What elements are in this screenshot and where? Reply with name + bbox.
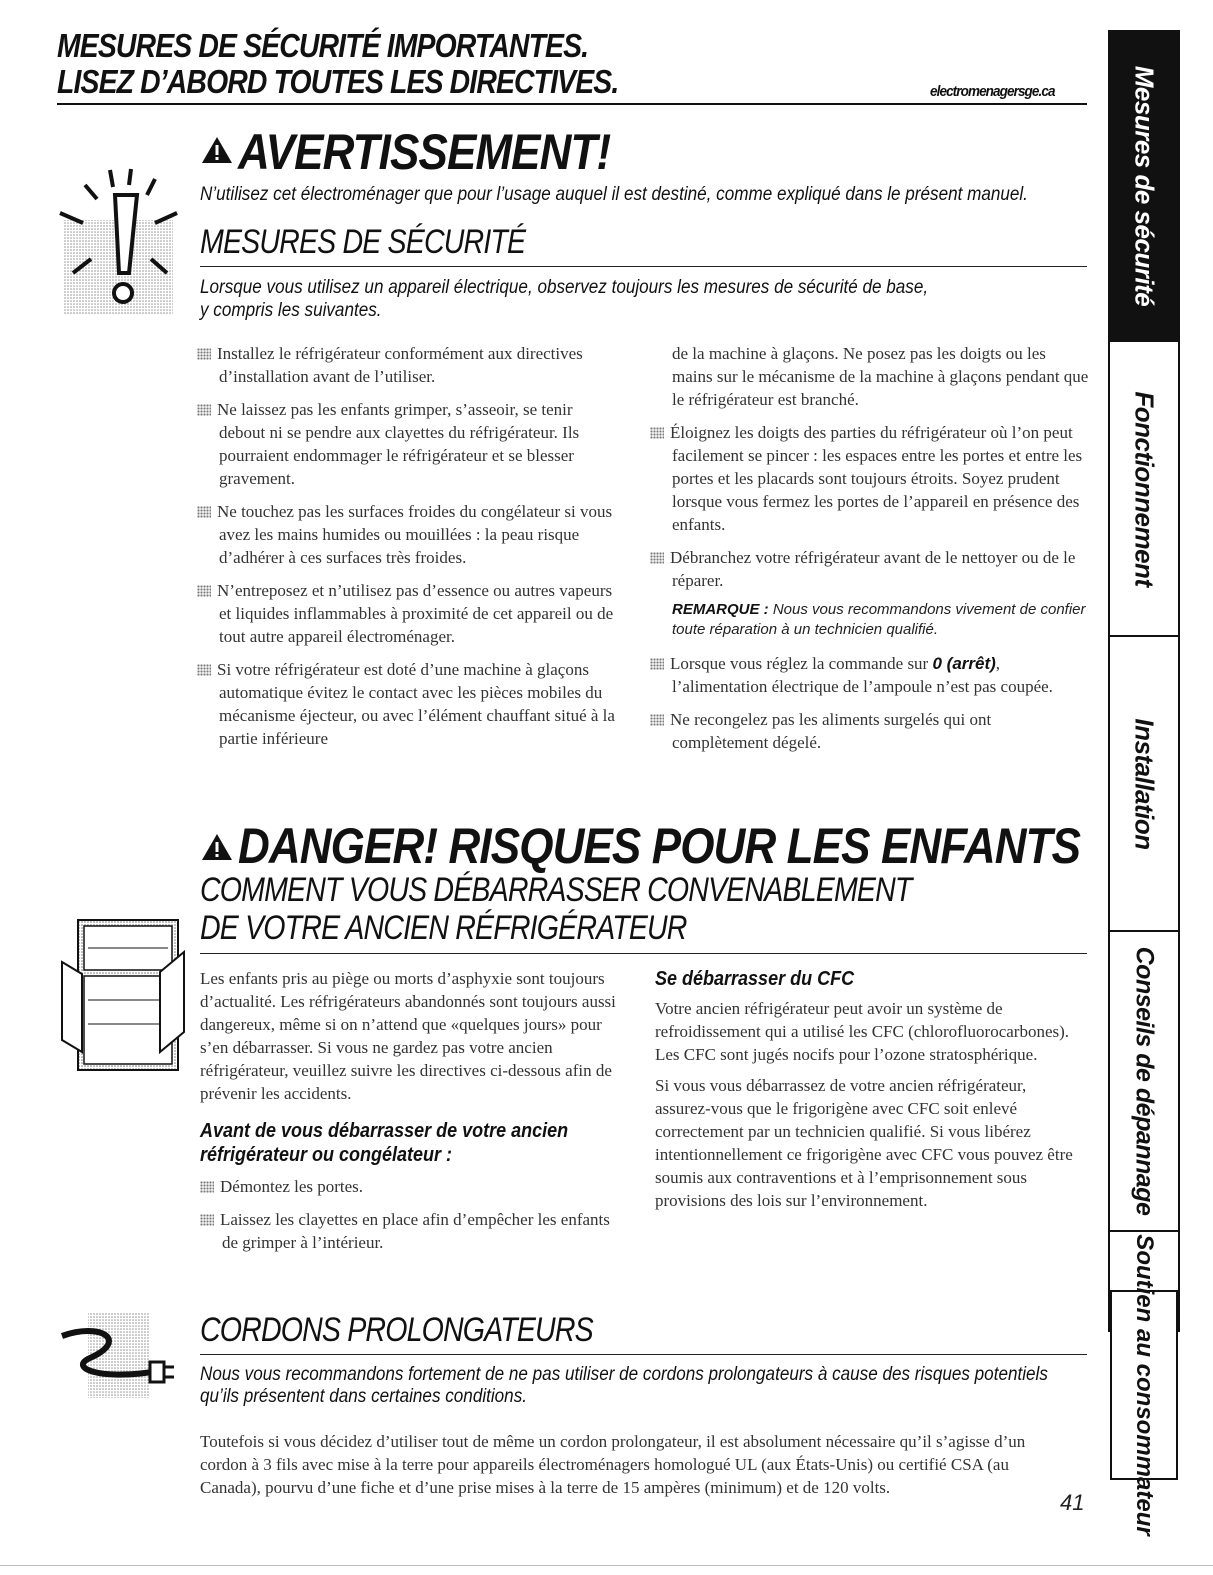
cords-paragraph: Toutefois si vous décidez d’utiliser tout de même un cordon prolongateur, il est absolument nécessaire qu’il s’agisse d’un cordon à 3 fils avec mise à la terre pour appareils électroménagers homologué UL (aux États-Unis) ou certifié CSA (au Canada), pourvu d’une fiche et d’une prise mises à la terre de 15 ampères (minimum) et de 120 volts. bbox=[200, 1432, 1026, 1497]
cfc-paragraph-2: Si vous vous débarrassez de votre ancien réfrigérateur, assurez-vous que le frigorigène avec CFC soit enlevé correctement par un technicien qualifié. Si vous libérez intentionnellement ce frigorigène avec CFC vous pouvez être soumis aux contraventions et à l’emprisonnement sous provisions des lois sur l’environnement. bbox=[655, 1076, 1073, 1210]
tab-mesures-de-securite[interactable]: Mesures de sécurité bbox=[1110, 32, 1178, 342]
bullet-icon bbox=[650, 714, 664, 726]
cords-rule bbox=[200, 1354, 1087, 1355]
bullet-icon bbox=[197, 585, 211, 597]
danger-paragraph: Les enfants pris au piège ou morts d’asphyxie sont toujours d’actualité. Les réfrigérateurs abandonnés sont toujours aussi dangereux, même si on n’attend que «quelques jours» pour s’en débarrasser. Si vous ne gardez pas votre ancien réfrigérateur, veuillez suivre les directives ci-dessous afin de prévenir les accidents. bbox=[200, 969, 616, 1103]
safety-left-column bbox=[197, 342, 615, 760]
extension-cord-icon bbox=[60, 1310, 180, 1405]
safety-exclamation-icon bbox=[55, 165, 190, 330]
safety-title: MESURES DE SÉCURITÉ bbox=[200, 223, 526, 261]
bullet-icon bbox=[650, 427, 664, 439]
list-item: Débranchez votre réfrigérateur avant de le nettoyer ou de le réparer. bbox=[650, 546, 1090, 592]
cords-title: CORDONS PROLONGATEURS bbox=[200, 1311, 593, 1349]
note-text: Nous vous recommandons vivement de confier toute réparation à un technicien qualifié. bbox=[672, 601, 1086, 638]
continuation-text: de la machine à glaçons. Ne posez pas les doigts ou les mains sur le mécanisme de la machine à glaçons pendant que le réfrigérateur est branché. bbox=[672, 344, 1089, 409]
list-item: Lorsque vous réglez la commande sur 0 (arrêt), l’alimentation électrique de l’ampoule n’est pas coupée. bbox=[650, 652, 1090, 698]
bullet-icon bbox=[200, 1214, 214, 1226]
safety-lead-2: y compris les suivantes. bbox=[200, 300, 382, 321]
danger-rule bbox=[200, 953, 1087, 954]
page-header-line2: LISEZ D’ABORD TOUTES LES DIRECTIVES. bbox=[57, 63, 619, 100]
danger-title: DANGER! RISQUES POUR LES ENFANTS bbox=[238, 818, 1081, 874]
warning-title: AVERTISSEMENT! bbox=[238, 124, 611, 180]
safety-right-column bbox=[650, 342, 1090, 764]
danger-right-column bbox=[655, 967, 1073, 1220]
tab-installation[interactable]: Installation bbox=[1110, 637, 1178, 932]
header-rule bbox=[57, 103, 1087, 105]
list-item: Laissez les clayettes en place afin d’empêcher les enfants de grimper à l’intérieur. bbox=[200, 1208, 628, 1254]
tab-soutien-panel[interactable] bbox=[1110, 1234, 1178, 1536]
list-item: N’entreposez et n’utilisez pas d’essence ou autres vapeurs et liquides inflammables à proximité de cet appareil ou de tout autre appareil électroménager. bbox=[197, 579, 615, 648]
tab-conseils-de-depannage[interactable]: Conseils de dépannage bbox=[1110, 932, 1178, 1232]
warning-intro: N’utilisez cet électroménager que pour l’usage auquel il est destiné, comme expliqué dans le présent manuel. bbox=[200, 184, 1028, 205]
list-item: Installez le réfrigérateur conformément aux directives d’installation avant de l’utiliser. bbox=[197, 342, 615, 388]
cfc-paragraph-1: Votre ancien réfrigérateur peut avoir un système de refroidissement qui a utilisé les CFC (chlorofluorocarbones). Les CFC sont jugés nocifs pour l’ozone stratosphérique. bbox=[655, 999, 1070, 1064]
list-item: Ne recongelez pas les aliments surgelés qui ont complètement dégelé. bbox=[650, 708, 1090, 754]
danger-triangle-icon bbox=[200, 832, 234, 867]
list-item: Si votre réfrigérateur est doté d’une machine à glaçons automatique évitez le contact avec les pièces mobiles du mécanisme éjecteur, ou avec l’élément chauffant situé à la partie inférieure bbox=[197, 658, 615, 750]
list-item: Ne touchez pas les surfaces froides du congélateur si vous avez les mains humides ou mouillées : la peau risque d’adhérer à ces surfaces très froides. bbox=[197, 500, 615, 569]
cfc-title: Se débarrasser du CFC bbox=[655, 968, 855, 990]
safety-lead-1: Lorsque vous utilisez un appareil électrique, observez toujours les mesures de sécurité de base, bbox=[200, 277, 929, 298]
safety-rule bbox=[200, 266, 1087, 267]
tab-soutien-label: Soutien au consommateur bbox=[1131, 1234, 1158, 1536]
bullet-icon bbox=[197, 404, 211, 416]
bullet-icon bbox=[197, 506, 211, 518]
bullet-icon bbox=[197, 664, 211, 676]
note bbox=[650, 600, 1090, 640]
list-item: Démontez les portes. bbox=[200, 1175, 628, 1198]
cords-lead: Nous vous recommandons fortement de ne pas utiliser de cordons prolongateurs à cause des risques potentiels qu’ils présentent dans certaines conditions. bbox=[200, 1364, 1048, 1407]
list-item: Éloignez les doigts des parties du réfrigérateur où l’on peut facilement se pincer : les espaces entre les portes et entre les portes et les placards sont toujours étroits. Soyez prudent lorsque vous fermez les portes de l’appareil en présence des enfants. bbox=[650, 421, 1090, 536]
footer-rule bbox=[0, 1565, 1213, 1566]
bullet-icon bbox=[650, 658, 664, 670]
danger-left-column bbox=[200, 967, 628, 1264]
tab-fonctionnement[interactable]: Fonctionnement bbox=[1110, 342, 1178, 637]
warning-triangle-icon bbox=[200, 135, 234, 170]
page-header-line1: MESURES DE SÉCURITÉ IMPORTANTES. bbox=[57, 27, 589, 64]
note-label: REMARQUE : bbox=[672, 601, 769, 618]
website-link[interactable]: electromenagersge.ca bbox=[930, 83, 1055, 100]
bullet-icon bbox=[197, 348, 211, 360]
section-sidebar bbox=[1108, 30, 1180, 1332]
bullet-icon bbox=[200, 1181, 214, 1193]
bullet-icon bbox=[650, 552, 664, 564]
before-disposal-title: Avant de vous débarrasser de votre ancien réfrigérateur ou congélateur : bbox=[200, 1120, 569, 1166]
danger-subtitle-1: COMMENT VOUS DÉBARRASSER CONVENABLEMENT bbox=[200, 871, 912, 909]
cords-body bbox=[200, 1430, 1060, 1507]
page-number: 41 bbox=[1060, 1490, 1085, 1515]
refrigerator-icon bbox=[60, 912, 185, 1082]
danger-subtitle-2: DE VOTRE ANCIEN RÉFRIGÉRATEUR bbox=[200, 909, 687, 947]
list-item: Ne laissez pas les enfants grimper, s’asseoir, se tenir debout ni se pendre aux clayettes du réfrigérateur. Ils pourraient endommager le réfrigérateur et se blesser gravement. bbox=[197, 398, 615, 490]
off-setting: 0 (arrêt) bbox=[932, 654, 996, 673]
